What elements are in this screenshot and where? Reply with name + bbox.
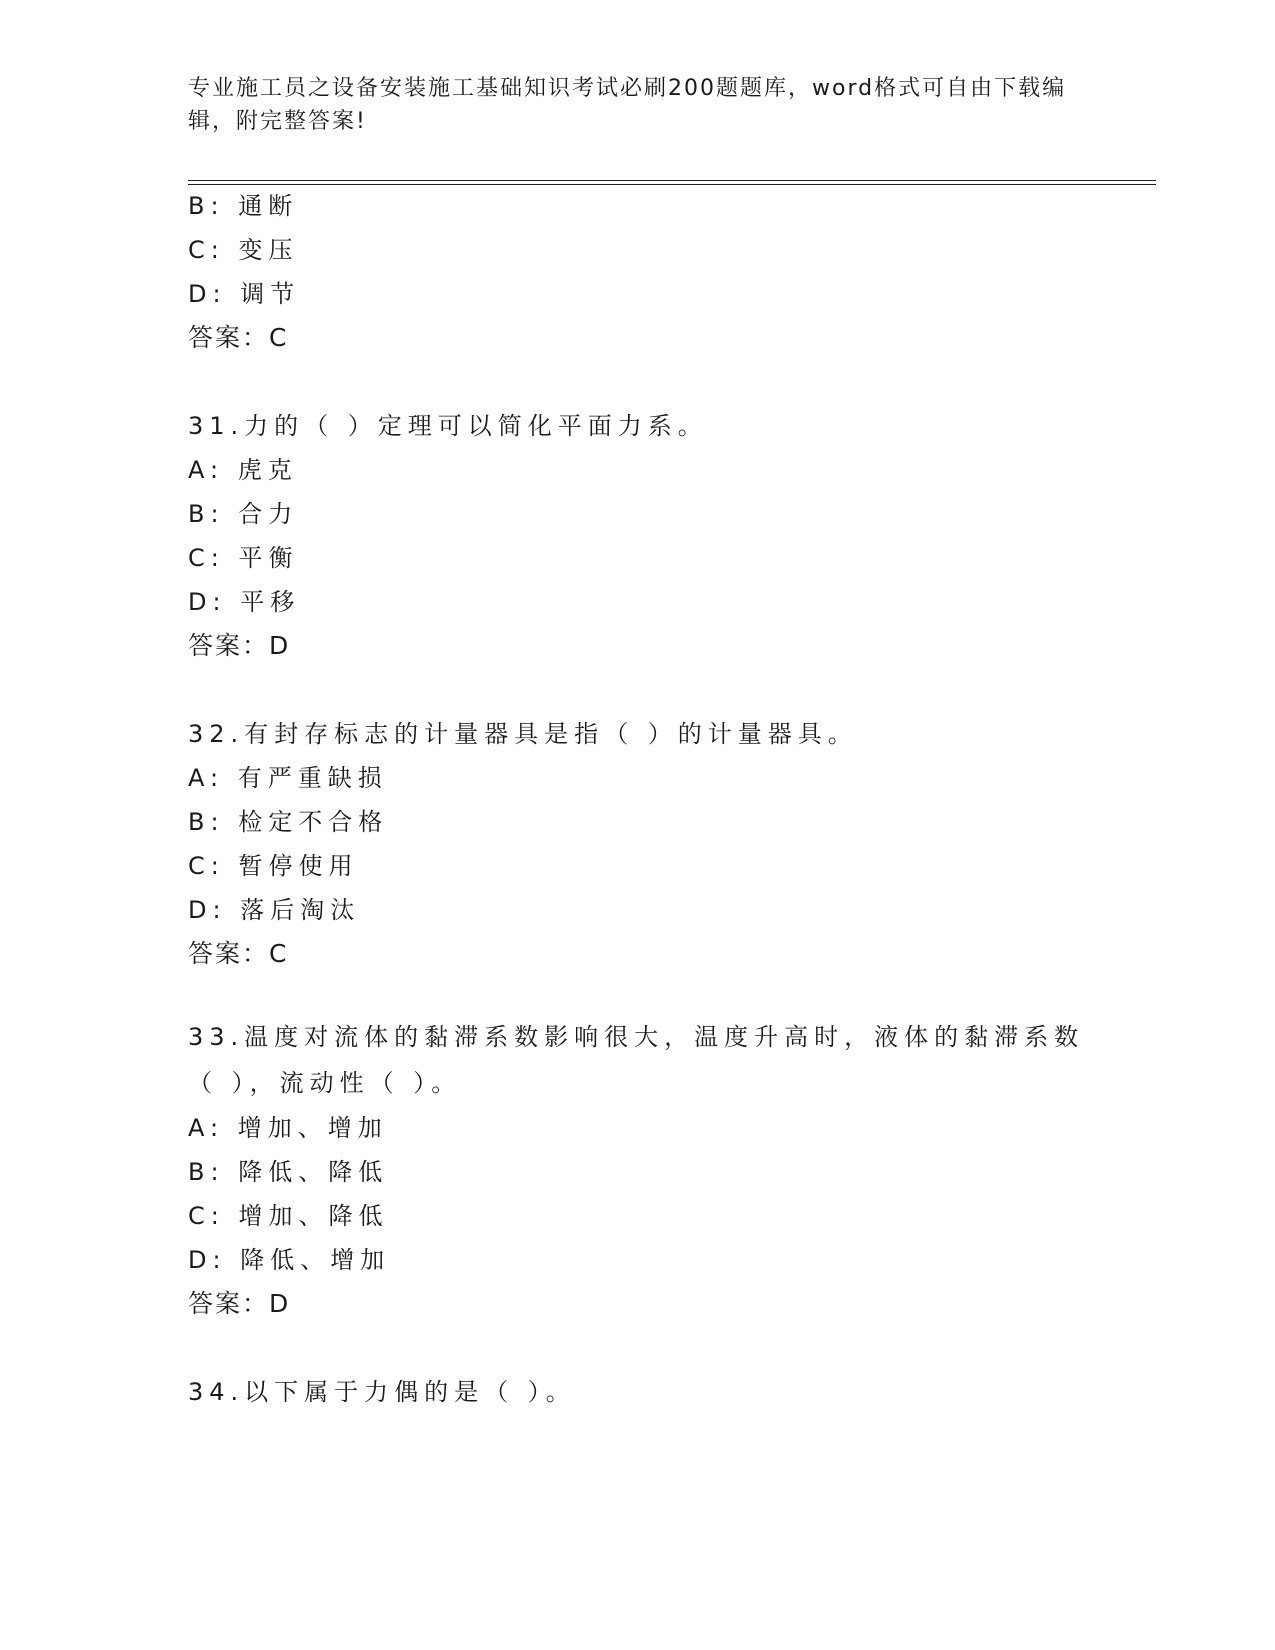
option-text: 增加、降低 [238, 1202, 389, 1230]
q32-answer: 答案：C [188, 939, 289, 968]
option-text: 增加、增加 [237, 1114, 388, 1142]
option-letter: B: [188, 1158, 225, 1186]
option-text: 降低、降低 [238, 1158, 389, 1186]
q33-answer: 答案：D [188, 1289, 291, 1318]
q31-answer: 答案：D [188, 631, 291, 660]
document-header: 专业施工员之设备安装施工基础知识考试必刷200题题库，word格式可自由下载编辑，附完整答案! [188, 76, 1067, 134]
option-text: 变压 [238, 236, 299, 264]
q32-option-d [188, 894, 360, 926]
option-letter: C: [188, 1202, 225, 1230]
option-letter: C: [188, 236, 225, 264]
option-letter: A: [188, 764, 225, 792]
option-letter: A: [188, 1114, 225, 1142]
question-stem-33: 33.温度对流体的黏滞系数影响很大，温度升高时，液体的黏滞系数（ ），流动性（ ）。 [188, 1023, 1085, 1097]
option-text: 合力 [238, 500, 299, 528]
prev-option-d [188, 278, 300, 310]
q33-option-b [188, 1156, 388, 1188]
q31-option-b [188, 498, 298, 530]
option-text: 平移 [240, 588, 301, 616]
option-letter: D: [188, 588, 227, 616]
question-stem-34: 34.以下属于力偶的是（ ）。 [188, 1378, 576, 1406]
q33-option-d [188, 1244, 390, 1276]
q31-option-a [188, 454, 298, 486]
q31-option-d [188, 586, 300, 618]
option-text: 调节 [240, 280, 301, 308]
option-letter: D: [188, 1246, 227, 1274]
header-divider-bottom [188, 184, 1156, 185]
q31-option-c [188, 542, 298, 574]
option-text: 通断 [238, 192, 299, 220]
option-letter: A: [188, 456, 225, 484]
option-letter: B: [188, 192, 225, 220]
q33-option-c [188, 1200, 388, 1232]
option-letter: C: [188, 544, 225, 572]
question-stem-32: 32.有封存标志的计量器具是指（ ）的计量器具。 [188, 720, 858, 748]
q32-option-c [188, 850, 358, 882]
option-text: 暂停使用 [238, 852, 359, 880]
option-letter: D: [188, 280, 227, 308]
option-letter: B: [188, 500, 225, 528]
option-letter: B: [188, 808, 225, 836]
question-stem-31: 31.力的（ ）定理可以简化平面力系。 [188, 412, 708, 440]
q33-option-a [188, 1112, 388, 1144]
option-text: 降低、增加 [240, 1246, 391, 1274]
prev-option-c [188, 234, 298, 266]
q32-option-a [188, 762, 388, 794]
option-letter: D: [188, 896, 227, 924]
option-text: 落后淘汰 [240, 896, 361, 924]
q32-option-b [188, 806, 388, 838]
prev-answer: 答案：C [188, 323, 289, 352]
prev-option-b [188, 190, 298, 222]
option-text: 检定不合格 [238, 808, 389, 836]
option-text: 虎克 [237, 456, 298, 484]
option-letter: C: [188, 852, 225, 880]
option-text: 平衡 [238, 544, 299, 572]
header-divider-top [188, 180, 1156, 181]
option-text: 有严重缺损 [237, 764, 388, 792]
